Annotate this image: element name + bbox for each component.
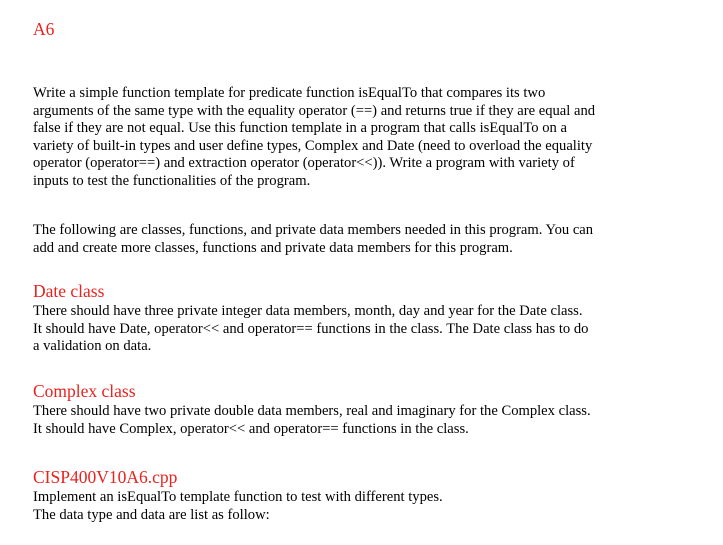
complex-class-paragraph [33, 403, 698, 438]
intro-paragraph [33, 85, 698, 191]
requirements-line: The following are classes, functions, and private data members needed in this program. You can [33, 222, 594, 238]
complex-class-line: There should have two private double data members, real and imaginary for the Complex class. [33, 403, 591, 419]
intro-line: inputs to test the functionalities of the program. [33, 172, 311, 189]
complex-class-heading: Complex class [33, 381, 136, 401]
date-class-line: There should have three private integer data members, month, day and year for the Date class. [33, 303, 583, 319]
cpp-file-heading: CISP400V10A6.cpp [33, 467, 178, 487]
requirements-line: add and create more classes, functions and private data members for this program. [33, 239, 513, 256]
date-class-paragraph [33, 303, 698, 356]
requirements-paragraph [33, 222, 698, 257]
cpp-file-line: Implement an isEqualTo template function to test with different types. [33, 489, 443, 505]
intro-line: Write a simple function template for predicate function isEqualTo that compares its two [33, 85, 546, 101]
cpp-file-paragraph [33, 489, 698, 524]
complex-class-line: It should have Complex, operator<< and operator== functions in the class. [33, 420, 469, 437]
cpp-file-line: The data type and data are list as follow: [33, 506, 270, 523]
intro-line: false if they are not equal. Use this function template in a program that calls isEqualTo on a [33, 120, 567, 137]
intro-line: operator (operator==) and extraction operator (operator<<)). Write a program with variety of [33, 155, 575, 172]
intro-line: arguments of the same type with the equality operator (==) and returns true if they are equal and [33, 102, 596, 119]
intro-line: variety of built-in types and user define types, Complex and Date (need to overload the equality [33, 137, 593, 154]
date-class-line: a validation on data. [33, 338, 152, 355]
document-title: A6 [33, 19, 55, 39]
date-class-heading: Date class [33, 281, 105, 301]
date-class-line: It should have Date, operator<< and operator== functions in the class. The Date class has to do [33, 320, 589, 337]
